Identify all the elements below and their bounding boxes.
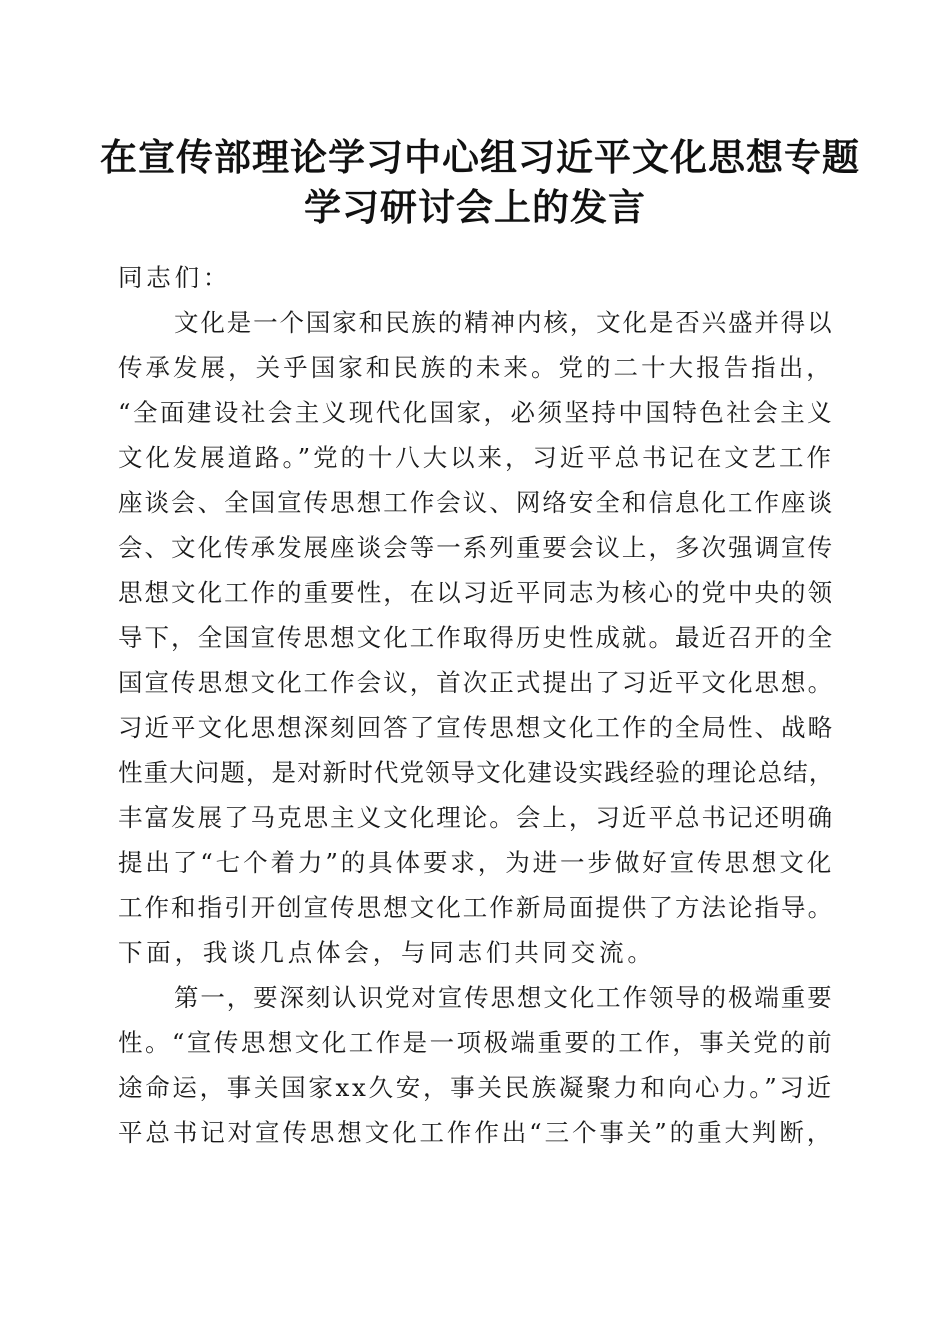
document-title xyxy=(100,132,860,232)
paragraph-line: 座谈会、全国宣传思想工作会议、网络安全和信息化工作座谈 xyxy=(118,488,835,517)
salutation: 同志们： xyxy=(118,263,232,292)
paragraph-line: 途命运，事关国家xx久安，事关民族凝聚力和向心力。”习近 xyxy=(118,1073,834,1102)
paragraph-line: 会、文化传承发展座谈会等一系列重要会议上，多次强调宣传 xyxy=(118,533,835,562)
paragraph-line: 习近平文化思想深刻回答了宣传思想文化工作的全局性、战略 xyxy=(118,713,835,742)
title-line-1: 在宣传部理论学习中心组习近平文化思想专题 xyxy=(100,135,860,179)
paragraph-line: 国宣传思想文化工作会议，首次正式提出了习近平文化思想。 xyxy=(118,668,835,697)
paragraph-line: 平总书记对宣传思想文化工作作出“三个事关”的重大判断， xyxy=(118,1118,835,1147)
paragraph-line: 工作和指引开创宣传思想文化工作新局面提供了方法论指导。 xyxy=(118,893,835,922)
paragraph-line: 丰富发展了马克思主义文化理论。会上，习近平总书记还明确 xyxy=(118,803,835,832)
paragraph-line: 下面，我谈几点体会，与同志们共同交流。 xyxy=(118,938,656,967)
paragraph-line: 传承发展，关乎国家和民族的未来。党的二十大报告指出， xyxy=(118,353,834,382)
paragraph-line: 性重大问题，是对新时代党领导文化建设实践经验的理论总结， xyxy=(118,758,835,787)
paragraph-line: 导下，全国宣传思想文化工作取得历史性成就。最近召开的全 xyxy=(118,623,835,652)
document-body xyxy=(118,255,834,1155)
paragraph-2 xyxy=(118,975,834,1155)
paragraph-line: 提出了“七个着力”的具体要求，为进一步做好宣传思想文化 xyxy=(118,848,835,877)
paragraph-line: 性。“宣传思想文化工作是一项极端重要的工作，事关党的前 xyxy=(118,1028,835,1057)
paragraph-line: “全面建设社会主义现代化国家，必须坚持中国特色社会主义 xyxy=(118,398,835,427)
paragraph-line: 思想文化工作的重要性，在以习近平同志为核心的党中央的领 xyxy=(118,578,835,607)
paragraph-line: 第一，要深刻认识党对宣传思想文化工作领导的极端重要 xyxy=(174,983,834,1012)
title-line-2: 学习研讨会上的发言 xyxy=(304,185,646,229)
paragraph-1 xyxy=(118,300,834,975)
paragraph-line: 文化发展道路。”党的十八大以来，习近平总书记在文艺工作 xyxy=(118,443,834,472)
paragraph-line: 文化是一个国家和民族的精神内核，文化是否兴盛并得以 xyxy=(174,308,834,337)
